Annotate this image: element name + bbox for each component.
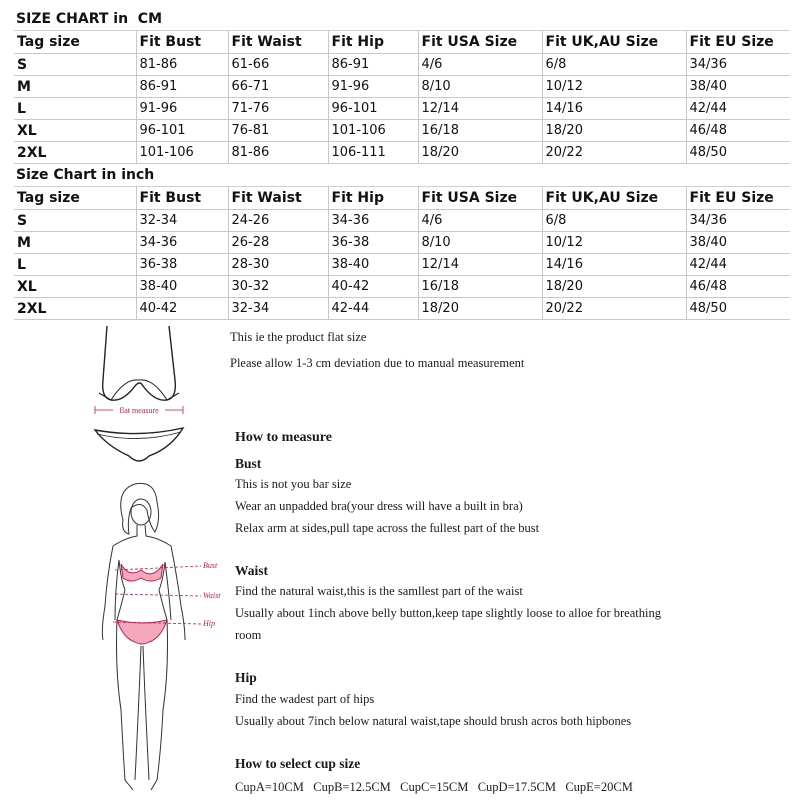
- table-cell: 42-44: [328, 298, 418, 320]
- table-cell: 101-106: [136, 142, 228, 164]
- table-cell: 36-38: [328, 232, 418, 254]
- table-cell: 106-111: [328, 142, 418, 164]
- table-cell: 14/16: [542, 254, 686, 276]
- table-cell: 38/40: [686, 232, 790, 254]
- hip-label: Hip: [203, 619, 215, 628]
- column-header: Fit Bust: [136, 187, 228, 210]
- waist-line: Find the natural waist,this is the samllest part of the waist: [235, 584, 523, 598]
- table-cell: 28-30: [228, 254, 328, 276]
- table-cell: 40-42: [328, 276, 418, 298]
- cm-chart-title: SIZE CHART in CM: [14, 8, 790, 31]
- table-cell: 34/36: [686, 54, 790, 76]
- tag-size-cell: XL: [14, 120, 136, 142]
- cup-size-values: CupA=10CM CupB=12.5CM CupC=15CM CupD=17.5CM CupE=20CM: [235, 780, 633, 794]
- table-row: [14, 54, 790, 76]
- bikini-flat-illustration: [85, 320, 195, 470]
- tag-size-cell: S: [14, 210, 136, 232]
- table-row: [14, 232, 790, 254]
- column-header: Tag size: [14, 31, 136, 54]
- column-header: Fit EU Size: [686, 31, 790, 54]
- body-measure-figure: [85, 480, 235, 800]
- table-cell: 18/20: [418, 298, 542, 320]
- column-header: Fit Hip: [328, 187, 418, 210]
- table-cell: 81-86: [136, 54, 228, 76]
- inch-chart-title: Size Chart in inch: [14, 164, 790, 187]
- cm-size-table: [14, 31, 790, 164]
- table-cell: 18/20: [542, 120, 686, 142]
- cup-size-title: How to select cup size: [235, 756, 361, 771]
- table-cell: 71-76: [228, 98, 328, 120]
- table-cell: 30-32: [228, 276, 328, 298]
- table-cell: 86-91: [136, 76, 228, 98]
- hip-line: Find the wadest part of hips: [235, 692, 375, 706]
- table-row: [14, 98, 790, 120]
- waist-title: Waist: [235, 563, 269, 578]
- tag-size-cell: M: [14, 76, 136, 98]
- column-header: Fit USA Size: [418, 187, 542, 210]
- table-cell: 20/22: [542, 142, 686, 164]
- table-row: [14, 276, 790, 298]
- table-cell: 18/20: [418, 142, 542, 164]
- table-cell: 34/36: [686, 210, 790, 232]
- table-cell: 91-96: [136, 98, 228, 120]
- table-cell: 12/14: [418, 254, 542, 276]
- bust-label: Bust: [203, 561, 218, 570]
- table-cell: 38/40: [686, 76, 790, 98]
- table-cell: 16/18: [418, 120, 542, 142]
- table-cell: 96-101: [136, 120, 228, 142]
- table-row: [14, 210, 790, 232]
- column-header: Fit UK,AU Size: [542, 31, 686, 54]
- table-cell: 16/18: [418, 276, 542, 298]
- table-cell: 86-91: [328, 54, 418, 76]
- table-cell: 48/50: [686, 142, 790, 164]
- table-header-row: [14, 187, 790, 210]
- table-cell: 38-40: [136, 276, 228, 298]
- table-cell: 66-71: [228, 76, 328, 98]
- hip-line: Usually about 7inch below natural waist,tape should brush acros both hipbones: [235, 714, 632, 728]
- table-cell: 10/12: [542, 232, 686, 254]
- tag-size-cell: XL: [14, 276, 136, 298]
- tag-size-cell: 2XL: [14, 142, 136, 164]
- table-cell: 6/8: [542, 54, 686, 76]
- table-row: [14, 142, 790, 164]
- table-cell: 18/20: [542, 276, 686, 298]
- size-tables: [14, 8, 790, 320]
- table-header-row: [14, 31, 790, 54]
- waist-label: Waist: [203, 591, 221, 600]
- tag-size-cell: 2XL: [14, 298, 136, 320]
- waist-line: Usually about 1inch above belly button,keep tape slightly loose to alloe for breathing: [235, 606, 661, 620]
- tag-size-cell: M: [14, 232, 136, 254]
- table-cell: 48/50: [686, 298, 790, 320]
- hip-title: Hip: [235, 670, 257, 685]
- table-cell: 14/16: [542, 98, 686, 120]
- table-cell: 20/22: [542, 298, 686, 320]
- column-header: Fit UK,AU Size: [542, 187, 686, 210]
- tag-size-cell: S: [14, 54, 136, 76]
- column-header: Tag size: [14, 187, 136, 210]
- bust-line: Wear an unpadded bra(your dress will have a built in bra): [235, 499, 523, 513]
- table-cell: 6/8: [542, 210, 686, 232]
- flat-note-line2: Please allow 1-3 cm deviation due to manual measurement: [230, 356, 525, 370]
- table-row: [14, 76, 790, 98]
- table-cell: 96-101: [328, 98, 418, 120]
- column-header: Fit Hip: [328, 31, 418, 54]
- tag-size-cell: L: [14, 254, 136, 276]
- bust-title: Bust: [235, 456, 262, 471]
- table-cell: 4/6: [418, 210, 542, 232]
- table-cell: 34-36: [136, 232, 228, 254]
- table-cell: 8/10: [418, 232, 542, 254]
- table-row: [14, 254, 790, 276]
- table-cell: 46/48: [686, 276, 790, 298]
- table-cell: 26-28: [228, 232, 328, 254]
- column-header: Fit EU Size: [686, 187, 790, 210]
- table-cell: 91-96: [328, 76, 418, 98]
- flat-measure-label: flat measure: [119, 406, 159, 415]
- table-cell: 42/44: [686, 254, 790, 276]
- column-header: Fit Waist: [228, 187, 328, 210]
- bust-line: This is not you bar size: [235, 477, 352, 491]
- table-row: [14, 298, 790, 320]
- table-cell: 10/12: [542, 76, 686, 98]
- table-cell: 4/6: [418, 54, 542, 76]
- table-cell: 101-106: [328, 120, 418, 142]
- table-cell: 34-36: [328, 210, 418, 232]
- table-cell: 36-38: [136, 254, 228, 276]
- column-header: Fit Bust: [136, 31, 228, 54]
- table-cell: 24-26: [228, 210, 328, 232]
- table-cell: 40-42: [136, 298, 228, 320]
- how-to-measure-heading: How to measure: [235, 430, 332, 445]
- table-cell: 76-81: [228, 120, 328, 142]
- table-cell: 42/44: [686, 98, 790, 120]
- table-cell: 32-34: [228, 298, 328, 320]
- table-cell: 38-40: [328, 254, 418, 276]
- table-cell: 81-86: [228, 142, 328, 164]
- table-cell: 61-66: [228, 54, 328, 76]
- table-row: [14, 120, 790, 142]
- column-header: Fit Waist: [228, 31, 328, 54]
- waist-line: room: [235, 628, 262, 642]
- table-cell: 46/48: [686, 120, 790, 142]
- table-cell: 32-34: [136, 210, 228, 232]
- flat-note-line1: This ie the product flat size: [230, 330, 367, 344]
- table-cell: 8/10: [418, 76, 542, 98]
- bust-line: Relax arm at sides,pull tape across the fullest part of the bust: [235, 521, 540, 535]
- table-cell: 12/14: [418, 98, 542, 120]
- inch-size-table: [14, 187, 790, 320]
- column-header: Fit USA Size: [418, 31, 542, 54]
- tag-size-cell: L: [14, 98, 136, 120]
